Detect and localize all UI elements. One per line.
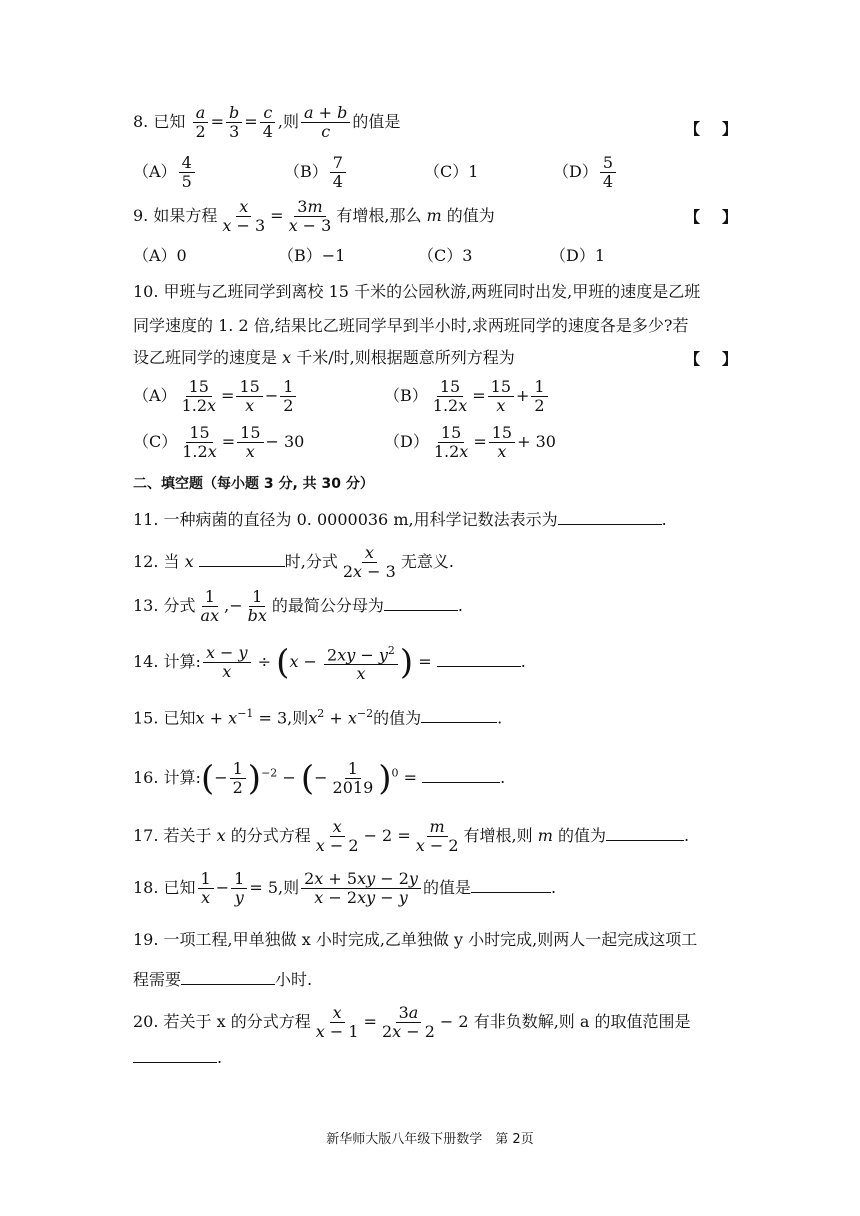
- answer-blank[interactable]: [437, 650, 521, 667]
- option-c: （C） $\frac{15}{1.2x}$ = $\frac{15}{x}$ − 30: [133, 423, 305, 461]
- question-11: 11. 一种病菌的直径为 0. 0000036 m,用科学记数法表示为 .: [133, 510, 667, 529]
- question-13: 13. 分式 $\frac{1}{ax}$ ,− $\frac{1}{bx}$ 的最简公分母为 .: [133, 587, 463, 625]
- question-19-line2: 程需要 小时.: [133, 970, 313, 989]
- question-10-line1: 10. 甲班与乙班同学到离校 15 千米的公园秋游,两班同时出发,甲班的速度是乙班: [133, 282, 701, 301]
- answer-blank[interactable]: [422, 766, 500, 783]
- answer-blank[interactable]: [199, 550, 285, 567]
- option-a: （A） $\frac{15}{1.2x}$ = $\frac{15}{x}$ − $\frac{1}{2}$: [133, 378, 298, 415]
- question-12: 12. 当 x 时,分式 $\frac{x}{2x - 3}$ 无意义.: [133, 543, 454, 581]
- answer-blank[interactable]: [384, 594, 458, 611]
- option-d: （D） $\frac{15}{1.2x}$ = $\frac{15}{x}$ + 30: [384, 423, 556, 461]
- question-10-line3: 设乙班同学的速度是 x 千米/时,则根据题意所列方程为: [133, 348, 515, 367]
- option-b: （B） $\frac{15}{1.2x}$ = $\frac{15}{x}$ + $\frac{1}{2}$: [384, 378, 550, 415]
- option-d: （D） $\frac{5}{4}$: [553, 154, 618, 191]
- answer-blank[interactable]: [606, 824, 684, 841]
- answer-bracket: 【】: [685, 120, 760, 138]
- option-b: （B） $\frac{7}{4}$: [284, 154, 348, 191]
- answer-bracket: 【】: [685, 208, 760, 226]
- question-19-line1: 19. 一项工程,甲单独做 x 小时完成,乙单独做 y 小时完成,则两人一起完成这项工: [133, 930, 698, 949]
- option-a: （A） $\frac{4}{5}$: [133, 154, 197, 191]
- answer-bracket: 【】: [685, 350, 760, 368]
- option-a: （A）0: [133, 246, 187, 265]
- question-20: 20. 若关于 x 的分式方程 $\frac{x}{x - 1}$ = $\frac{3a}{2x - 2}$ − 2 有非负数解,则 a 的取值范围是: [133, 1003, 691, 1041]
- answer-blank[interactable]: [471, 876, 551, 893]
- option-c: （C）3: [418, 246, 473, 265]
- fraction: $\frac{b}{3}$: [226, 104, 242, 141]
- question-14: 14. 计算: $\frac{x - y}{x}$ ÷ (x − $\frac{2xy - y^2}{x}$ ) = .: [133, 642, 526, 684]
- answer-blank[interactable]: [558, 508, 662, 525]
- answer-blank[interactable]: [421, 706, 497, 723]
- question-18: 18. 已知 $\frac{1}{x}$ − $\frac{1}{y}$ = 5,则 $\frac{2x + 5xy - 2y}{x - 2xy - y}$ 的值是 .: [133, 869, 557, 907]
- option-c: （C）1: [424, 162, 479, 181]
- question-20-blank-line: .: [133, 1046, 222, 1068]
- option-b: （B）−1: [278, 246, 346, 265]
- answer-blank[interactable]: [133, 1046, 217, 1063]
- answer-blank[interactable]: [181, 968, 275, 985]
- question-10-line2: 同学速度的 1. 2 倍,结果比乙班同学早到半小时,求两班同学的速度各是多少?若: [133, 316, 689, 335]
- page-footer: 新华师大版八年级下册数学 第 2页: [326, 1132, 534, 1147]
- question-8: 8. 已知 $\frac{a}{2}$ = $\frac{b}{3}$ = $\frac{c}{4}$ ,则 $\frac{a + b}{c}$ 的值是: [133, 103, 401, 141]
- fraction: $\frac{a}{2}$: [192, 104, 208, 141]
- question-9: 9. 如果方程 $\frac{x}{x - 3}$ = $\frac{3m}{x - 3}$ 有增根,那么 m 的值为: [133, 197, 495, 235]
- section-heading: 二、填空题（每小题 3 分, 共 30 分）: [133, 476, 374, 492]
- option-d: （D）1: [550, 246, 606, 265]
- question-16: 16. 计算:(− $\frac{1}{2}$ )$^{-2}$ − (− $\frac{1}{2019}$ )$^0$ = .: [133, 758, 506, 799]
- question-17: 17. 若关于 x 的分式方程 $\frac{x}{x - 2}$ − 2 = $\frac{m}{x - 2}$ 有增根,则 m 的值为 .: [133, 817, 690, 855]
- fraction: $\frac{c}{4}$: [260, 104, 276, 141]
- fraction: $\frac{a + b}{c}$: [301, 104, 350, 141]
- question-15: 15. 已知$x + x^{-1} = 3$,则$x^2 + x^{-2}$的值为 .: [133, 707, 503, 728]
